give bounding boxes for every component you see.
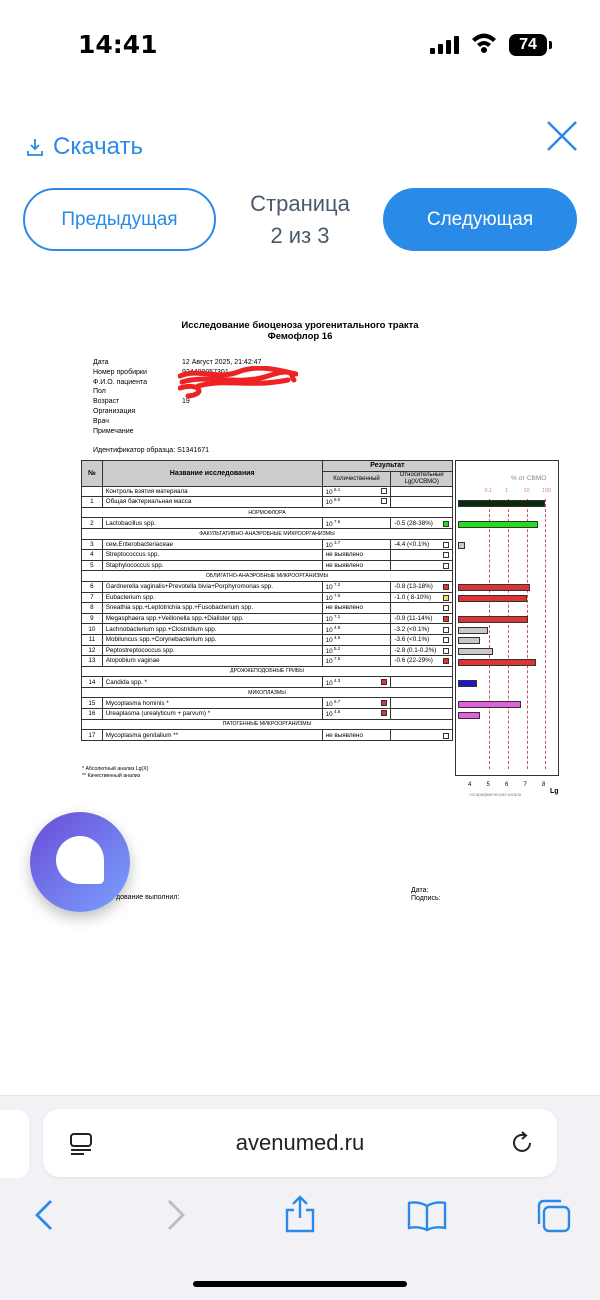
- qty-value: не выявлено: [325, 551, 364, 559]
- rel-flag: [443, 658, 449, 664]
- row-name: Megasphaera spp.+Veillonella spp.+Dialister spp.: [102, 613, 322, 624]
- qty-value: не выявлено: [325, 562, 364, 570]
- table-section-row: [82, 528, 453, 539]
- doc-subtitle-line: Фемофлор 16: [267, 331, 333, 342]
- page-indicator: [225, 188, 375, 252]
- document-title: [0, 320, 600, 342]
- qty-exponent: 8.0: [332, 497, 341, 503]
- meta-label: Примечание: [93, 427, 134, 435]
- meta-label: Пол: [93, 388, 106, 396]
- row-quantity: [322, 613, 391, 624]
- table-row: [82, 592, 453, 603]
- chart-gridline: [508, 499, 509, 769]
- previous-page-button[interactable]: Предыдущая: [23, 188, 216, 251]
- row-relative: [391, 624, 453, 635]
- row-number: 15: [82, 698, 103, 709]
- qty-value: 10: [325, 541, 333, 549]
- download-label: Скачать: [53, 133, 143, 160]
- meta-value: [182, 427, 261, 437]
- chart-bottom-tick: 5: [486, 782, 490, 788]
- page-label: Страница: [250, 191, 350, 216]
- page-position: 2 из 3: [270, 223, 330, 248]
- qty-value: 10: [325, 499, 333, 507]
- row-quantity: [322, 603, 391, 614]
- row-number: 17: [82, 730, 103, 741]
- sign-label: Подпись:: [411, 895, 441, 902]
- table-row: [82, 581, 453, 592]
- row-number: 2: [82, 518, 103, 529]
- chart-bar: [458, 648, 493, 655]
- row-name: Контроль взятия материала: [102, 486, 322, 497]
- chart-bar: [458, 521, 538, 528]
- qty-exponent: 7.5: [332, 656, 341, 662]
- section-title: НОРМОФЛОРА: [82, 507, 453, 518]
- rel-value: -0.8 (13-18%): [394, 583, 433, 591]
- qty-value: не выявлено: [325, 731, 364, 739]
- qty-flag: [381, 679, 387, 685]
- row-relative: [391, 645, 453, 656]
- row-name: Mycoplasma genitalium **: [102, 730, 322, 741]
- chart-bar: [458, 680, 477, 687]
- row-name: Eubacterium spp.: [102, 592, 322, 603]
- bookmarks-icon[interactable]: [407, 1200, 447, 1232]
- chart-bottom-tick: 4: [467, 782, 472, 788]
- chart-bar: [458, 627, 488, 634]
- row-number: 14: [82, 677, 103, 688]
- qty-exponent: 4.9: [332, 624, 341, 630]
- row-number: 9: [82, 613, 103, 624]
- rel-flag: [443, 733, 449, 739]
- row-quantity: [322, 539, 391, 550]
- table-section-row: [82, 571, 453, 582]
- chart-bar: [458, 542, 465, 549]
- table-row: [82, 497, 453, 508]
- rel-value: -1.0 ( 8-10%): [394, 593, 432, 601]
- col-qty: Количественный: [322, 471, 391, 486]
- rel-flag: [443, 552, 449, 558]
- table-row: [82, 645, 453, 656]
- table-row: [82, 634, 453, 645]
- row-number: 4: [82, 550, 103, 561]
- qty-exponent: 6.7: [332, 698, 341, 704]
- row-name: Mycoplasma hominis *: [102, 698, 322, 709]
- date-label: Дата:: [411, 887, 429, 894]
- chart-bar: [458, 584, 530, 591]
- qty-exponent: 3.7: [332, 539, 341, 545]
- rel-flag: [443, 595, 449, 601]
- table-section-row: [82, 687, 453, 698]
- chart-top-tick: 10: [523, 488, 530, 494]
- rel-flag: [443, 542, 449, 548]
- chart-top-tick: 100: [542, 488, 552, 494]
- chart-axis-label: Lg: [550, 788, 559, 795]
- rel-flag: [443, 627, 449, 633]
- row-relative: [391, 550, 453, 561]
- tabs-icon[interactable]: [535, 1198, 573, 1234]
- row-name: Mobiluncus spp.+Corynebacterium spp.: [102, 634, 322, 645]
- rel-flag: [443, 648, 449, 654]
- qty-flag: [381, 710, 387, 716]
- rel-flag: [443, 584, 449, 590]
- rel-value: -0.9 (11-14%): [394, 615, 433, 623]
- row-relative: [391, 730, 453, 741]
- row-number: 6: [82, 581, 103, 592]
- table-row: [82, 539, 453, 550]
- row-quantity: [322, 518, 391, 529]
- battery-icon: 74: [509, 34, 547, 56]
- row-name: Atopobium vaginae: [102, 656, 322, 667]
- close-icon[interactable]: [545, 119, 579, 153]
- qty-value: 10: [325, 626, 333, 634]
- table-row: [82, 603, 453, 614]
- col-rel: Относительный Lg(X/СВМО): [391, 471, 453, 486]
- table-section-row: [82, 666, 453, 677]
- chart-top-tick: 0.1: [484, 488, 493, 494]
- chart-gridline: [489, 499, 490, 769]
- rel-value: -2.8 (0.1-0.2%): [394, 646, 437, 654]
- chart-bar: [458, 637, 480, 644]
- row-name: Gardnerella vaginalis+Prevotella bivia+Porphyromonas spp.: [102, 581, 322, 592]
- qty-exponent: 7.0: [332, 592, 341, 598]
- back-icon[interactable]: [33, 1199, 57, 1231]
- qty-value: 10: [325, 594, 333, 602]
- table-row: [82, 677, 453, 688]
- row-name: Ureaplasma (urealyticum + parvum) *: [102, 709, 322, 720]
- results-table: [81, 460, 453, 741]
- footnote-1: * Абсолютный анализ Lg(X): [82, 766, 149, 772]
- rel-flag: [443, 563, 449, 569]
- row-name: Streptococcus spp.: [102, 550, 322, 561]
- row-relative: [391, 539, 453, 550]
- row-relative: [391, 581, 453, 592]
- table-row: [82, 560, 453, 571]
- rel-value: -0.5 (28-38%): [394, 519, 433, 527]
- rel-value: -0.6 (22-29%): [394, 657, 433, 665]
- table-row: [82, 486, 453, 497]
- row-quantity: [322, 550, 391, 561]
- row-quantity: [322, 677, 391, 688]
- log-scale-chart: [455, 460, 559, 776]
- meta-value: 19: [182, 398, 190, 406]
- meta-label: Дата: [93, 359, 109, 366]
- download-button[interactable]: [25, 133, 143, 161]
- chart-bar: [458, 616, 528, 623]
- table-row: [82, 656, 453, 667]
- row-number: 16: [82, 709, 103, 720]
- qty-exponent: 7.2: [332, 582, 341, 588]
- qty-flag: [381, 488, 387, 494]
- qty-value: 10: [325, 488, 333, 496]
- chart-axis-note: логарифмическая шкала: [469, 792, 522, 797]
- qty-value: 10: [325, 700, 333, 708]
- chart-gridline: [545, 499, 546, 769]
- col-result: Результат: [322, 461, 452, 472]
- home-indicator: [193, 1281, 407, 1287]
- row-name: Lachnobacterium spp.+Clostridium spp.: [102, 624, 322, 635]
- redaction-scribble: [178, 366, 298, 402]
- row-relative: [391, 592, 453, 603]
- chart-bar: [458, 659, 536, 666]
- meta-value: 924400057301: [182, 368, 229, 376]
- row-number: 10: [82, 624, 103, 635]
- chart-bar: [458, 500, 545, 507]
- chart-gridline: [527, 499, 528, 769]
- next-page-button[interactable]: Следующая: [383, 188, 577, 251]
- meta-label: Организация: [93, 407, 136, 415]
- qty-value: 10: [325, 647, 333, 655]
- row-relative: [391, 698, 453, 709]
- section-title: ОБЛИГАТНО-АНАЭРОБНЫЕ МИКРООРГАНИЗМЫ: [82, 571, 453, 582]
- section-title: ФАКУЛЬТАТИВНО-АНАЭРОБНЫЕ МИКРООРГАНИЗМЫ: [82, 528, 453, 539]
- row-name: Sneathia spp.+Leptotrichia spp.+Fusobacterium spp.: [102, 603, 322, 614]
- qty-value: не выявлено: [325, 604, 364, 612]
- table-row: [82, 550, 453, 561]
- qty-exponent: 4.5: [332, 709, 341, 715]
- row-name: сем.Enterobacteriaceae: [102, 539, 322, 550]
- signal-icon: [430, 36, 459, 54]
- rel-value: -3.2 (<0.1%): [394, 625, 430, 633]
- row-name: Lactobacillus spp.: [102, 518, 322, 529]
- meta-value: [182, 417, 261, 427]
- row-relative: [391, 709, 453, 720]
- qty-value: 10: [325, 658, 333, 666]
- url-text: avenumed.ru: [235, 1130, 365, 1155]
- table-row: [82, 709, 453, 720]
- row-quantity: [322, 656, 391, 667]
- row-quantity: [322, 560, 391, 571]
- footnote-2: ** Качественный анализ: [82, 773, 141, 779]
- footnotes: [82, 766, 148, 780]
- date-sign-block: [411, 887, 441, 903]
- table-section-row: [82, 719, 453, 730]
- forward-icon[interactable]: [163, 1199, 187, 1231]
- status-time: 14:41: [78, 30, 158, 59]
- col-name: Название исследования: [102, 461, 322, 487]
- doc-title-line: Исследование биоценоза урогенитального тракта: [181, 320, 419, 331]
- chart-bar: [458, 595, 527, 602]
- meta-label: Возраст: [93, 398, 120, 406]
- row-quantity: [322, 497, 391, 508]
- chart-bar: [458, 701, 521, 708]
- reload-icon[interactable]: [509, 1130, 535, 1156]
- row-relative: [391, 486, 453, 497]
- table-row: [82, 613, 453, 624]
- qty-exponent: 7.6: [332, 518, 341, 524]
- row-relative: [391, 518, 453, 529]
- sample-id: Идентификатор образца: S1341671: [93, 447, 210, 454]
- row-relative: [391, 603, 453, 614]
- row-relative: [391, 560, 453, 571]
- row-quantity: [322, 624, 391, 635]
- chat-assistant-button[interactable]: [30, 812, 130, 912]
- meta-value: 12 Август 2025, 21:42:47: [182, 359, 262, 366]
- chart-bottom-tick: 6: [505, 782, 509, 788]
- row-name: Candida spp. *: [102, 677, 322, 688]
- rel-flag: [443, 605, 449, 611]
- qty-exponent: 7.1: [332, 613, 341, 619]
- row-relative: [391, 634, 453, 645]
- chat-bubble-icon: [56, 836, 104, 884]
- row-number: 7: [82, 592, 103, 603]
- row-quantity: [322, 709, 391, 720]
- row-number: 8: [82, 603, 103, 614]
- meta-label: Ф.И.О. пациента: [93, 378, 147, 386]
- download-icon: [25, 137, 45, 157]
- row-quantity: [322, 730, 391, 741]
- qty-exponent: 6.1: [332, 486, 341, 492]
- row-quantity: [322, 698, 391, 709]
- row-number: 12: [82, 645, 103, 656]
- chart-header: % от СВМО: [511, 475, 547, 482]
- wifi-icon: [470, 30, 498, 54]
- qty-exponent: 4.3: [332, 677, 341, 683]
- qty-exponent: 5.2: [332, 645, 341, 651]
- row-quantity: [322, 581, 391, 592]
- meta-value: [182, 407, 261, 417]
- row-quantity: [322, 592, 391, 603]
- row-name: Общая бактериальная масса: [102, 497, 322, 508]
- row-number: 11: [82, 634, 103, 645]
- rel-value: -3.6 (<0.1%): [394, 636, 430, 644]
- rel-flag: [443, 521, 449, 527]
- chart-bottom-tick: 8: [542, 782, 546, 788]
- row-name: Peptostreptococcus spp.: [102, 645, 322, 656]
- qty-exponent: 4.5: [332, 635, 341, 641]
- row-quantity: [322, 486, 391, 497]
- browser-toolbar: [0, 1095, 600, 1300]
- qty-value: 10: [325, 584, 333, 592]
- rel-flag: [443, 637, 449, 643]
- section-title: ПАТОГЕННЫЕ МИКРООРГАНИЗМЫ: [82, 719, 453, 730]
- share-icon[interactable]: [284, 1194, 316, 1234]
- section-title: ДРОЖЖЕПОДОБНЫЕ ГРИБЫ: [82, 666, 453, 677]
- previous-tab-card[interactable]: [0, 1110, 29, 1178]
- rel-flag: [443, 616, 449, 622]
- row-relative: [391, 497, 453, 508]
- meta-labels: [93, 358, 147, 436]
- qty-value: 10: [325, 637, 333, 645]
- chart-bottom-tick: 7: [523, 782, 527, 788]
- address-bar[interactable]: [43, 1109, 557, 1177]
- battery-tip: [549, 41, 552, 49]
- chart-top-tick: 1: [505, 488, 509, 494]
- table-row: [82, 518, 453, 529]
- chart-bar: [458, 712, 480, 719]
- row-number: [82, 486, 103, 497]
- meta-label: Врач: [93, 417, 109, 425]
- section-title: МИКОПЛАЗМЫ: [82, 687, 453, 698]
- status-bar: [0, 0, 600, 90]
- rel-value: -4.4 (<0.1%): [394, 540, 430, 548]
- meta-label: Номер пробирки: [93, 368, 147, 376]
- performed-by-label: дование выполнил:: [116, 894, 180, 901]
- qty-flag: [381, 700, 387, 706]
- table-row: [82, 698, 453, 709]
- table-row: [82, 624, 453, 635]
- table-section-row: [82, 507, 453, 518]
- qty-flag: [381, 498, 387, 504]
- row-quantity: [322, 645, 391, 656]
- row-number: 3: [82, 539, 103, 550]
- row-quantity: [322, 634, 391, 645]
- row-number: 5: [82, 560, 103, 571]
- row-number: 13: [82, 656, 103, 667]
- qty-value: 10: [325, 711, 333, 719]
- row-number: 1: [82, 497, 103, 508]
- row-relative: [391, 656, 453, 667]
- row-name: Staphylococcus spp.: [102, 560, 322, 571]
- table-row: [82, 730, 453, 741]
- qty-value: 10: [325, 679, 333, 687]
- col-num: №: [82, 461, 103, 487]
- qty-value: 10: [325, 616, 333, 624]
- row-relative: [391, 613, 453, 624]
- row-relative: [391, 677, 453, 688]
- qty-value: 10: [325, 520, 333, 528]
